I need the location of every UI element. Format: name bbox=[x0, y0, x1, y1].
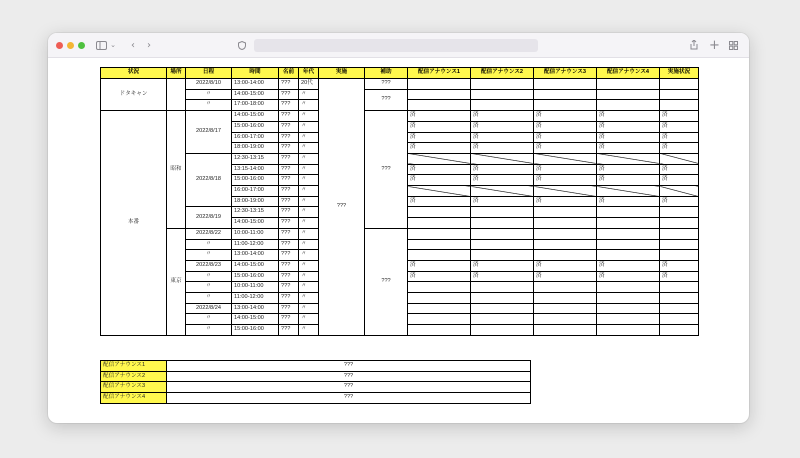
age-cell[interactable]: 〃 bbox=[299, 303, 319, 314]
date-cell[interactable]: 〃 bbox=[186, 250, 232, 261]
slashed-cell[interactable] bbox=[597, 153, 660, 164]
status-result-cell[interactable] bbox=[660, 250, 699, 261]
name-cell[interactable]: ??? bbox=[279, 218, 299, 229]
name-cell[interactable]: ??? bbox=[279, 325, 299, 336]
announce-cell[interactable]: 済 bbox=[471, 175, 534, 186]
chevron-down-icon[interactable]: ⌄ bbox=[110, 41, 116, 49]
place-cell[interactable] bbox=[167, 79, 186, 111]
date-cell[interactable]: 〃 bbox=[186, 314, 232, 325]
announce-cell[interactable] bbox=[471, 89, 534, 100]
announce-cell[interactable]: 済 bbox=[597, 132, 660, 143]
time-cell[interactable]: 16:00-17:00 bbox=[232, 132, 279, 143]
name-cell[interactable]: ??? bbox=[279, 100, 299, 111]
tab-overview-icon[interactable] bbox=[728, 33, 738, 58]
legend-value[interactable]: ??? bbox=[167, 371, 531, 382]
column-header[interactable]: 日程 bbox=[186, 68, 232, 79]
hojo-cell[interactable]: ??? bbox=[365, 228, 408, 335]
shield-icon bbox=[237, 33, 247, 58]
announce-cell[interactable]: 済 bbox=[471, 132, 534, 143]
announce-cell[interactable]: 済 bbox=[597, 196, 660, 207]
legend-label[interactable]: 配信アナウンス3 bbox=[101, 382, 167, 393]
sidebar-icon[interactable] bbox=[94, 33, 108, 58]
date-cell[interactable]: 2022/8/17 bbox=[186, 111, 232, 154]
time-cell[interactable]: 11:00-12:00 bbox=[232, 293, 279, 304]
name-cell[interactable]: ??? bbox=[279, 186, 299, 197]
time-cell[interactable]: 12:30-13:15 bbox=[232, 207, 279, 218]
status-result-cell[interactable] bbox=[660, 325, 699, 336]
announce-cell[interactable] bbox=[597, 282, 660, 293]
slashed-cell[interactable] bbox=[534, 153, 597, 164]
time-cell[interactable]: 14:00-15:00 bbox=[232, 111, 279, 122]
age-cell[interactable]: 〃 bbox=[299, 271, 319, 282]
announce-cell[interactable] bbox=[534, 314, 597, 325]
name-cell[interactable]: ??? bbox=[279, 79, 299, 90]
announce-cell[interactable]: 済 bbox=[408, 132, 471, 143]
announce-cell[interactable] bbox=[597, 79, 660, 90]
hojo-cell[interactable]: ??? bbox=[365, 89, 408, 110]
time-cell[interactable]: 13:00-14:00 bbox=[232, 250, 279, 261]
time-cell[interactable]: 14:00-15:00 bbox=[232, 89, 279, 100]
status-result-cell[interactable]: 済 bbox=[660, 260, 699, 271]
status-result-cell[interactable] bbox=[660, 79, 699, 90]
date-cell[interactable]: 〃 bbox=[186, 239, 232, 250]
announce-cell[interactable] bbox=[534, 282, 597, 293]
age-cell[interactable]: 〃 bbox=[299, 218, 319, 229]
age-cell[interactable]: 〃 bbox=[299, 250, 319, 261]
announce-cell[interactable]: 済 bbox=[471, 111, 534, 122]
announce-cell[interactable] bbox=[408, 218, 471, 229]
date-cell[interactable]: 〃 bbox=[186, 89, 232, 100]
status-result-cell[interactable]: 済 bbox=[660, 271, 699, 282]
column-header[interactable]: 配信アナウンス1 bbox=[408, 68, 471, 79]
status-result-cell[interactable] bbox=[660, 314, 699, 325]
column-header[interactable]: 実施 bbox=[319, 68, 365, 79]
announce-cell[interactable] bbox=[471, 239, 534, 250]
status-result-cell[interactable]: 済 bbox=[660, 175, 699, 186]
date-cell[interactable]: 2022/8/18 bbox=[186, 153, 232, 207]
announce-cell[interactable] bbox=[597, 303, 660, 314]
age-cell[interactable]: 〃 bbox=[299, 186, 319, 197]
announce-cell[interactable] bbox=[471, 293, 534, 304]
announce-cell[interactable] bbox=[471, 218, 534, 229]
time-cell[interactable]: 11:00-12:00 bbox=[232, 239, 279, 250]
name-cell[interactable]: ??? bbox=[279, 260, 299, 271]
status-cell[interactable]: ドタキャン bbox=[101, 79, 167, 111]
announce-cell[interactable]: 済 bbox=[534, 260, 597, 271]
announce-cell[interactable] bbox=[534, 218, 597, 229]
slashed-cell[interactable] bbox=[660, 153, 699, 164]
date-cell[interactable]: 2022/8/24 bbox=[186, 303, 232, 314]
announce-cell[interactable]: 済 bbox=[597, 143, 660, 154]
announce-cell[interactable] bbox=[534, 325, 597, 336]
time-cell[interactable]: 15:00-16:00 bbox=[232, 325, 279, 336]
legend-value[interactable]: ??? bbox=[167, 382, 531, 393]
announce-cell[interactable] bbox=[471, 314, 534, 325]
slashed-cell[interactable] bbox=[597, 186, 660, 197]
minimize-window-button[interactable] bbox=[67, 42, 74, 49]
status-result-cell[interactable] bbox=[660, 282, 699, 293]
time-cell[interactable]: 10:00-11:00 bbox=[232, 282, 279, 293]
announce-cell[interactable] bbox=[534, 239, 597, 250]
time-cell[interactable]: 14:00-15:00 bbox=[232, 314, 279, 325]
announce-cell[interactable] bbox=[471, 79, 534, 90]
age-cell[interactable]: 〃 bbox=[299, 164, 319, 175]
announce-cell[interactable]: 済 bbox=[597, 260, 660, 271]
name-cell[interactable]: ??? bbox=[279, 132, 299, 143]
zoom-window-button[interactable] bbox=[78, 42, 85, 49]
time-cell[interactable]: 17:00-18:00 bbox=[232, 100, 279, 111]
legend-table bbox=[100, 360, 531, 404]
status-result-cell[interactable] bbox=[660, 207, 699, 218]
browser-toolbar bbox=[48, 33, 749, 58]
jisshi-cell[interactable]: ??? bbox=[319, 79, 365, 336]
date-cell[interactable]: 2022/8/23 bbox=[186, 260, 232, 271]
address-bar[interactable] bbox=[254, 39, 538, 52]
announce-cell[interactable]: 済 bbox=[408, 111, 471, 122]
age-cell[interactable]: 〃 bbox=[299, 260, 319, 271]
announce-cell[interactable]: 済 bbox=[408, 164, 471, 175]
announce-cell[interactable]: 済 bbox=[597, 164, 660, 175]
place-cell[interactable]: 東京 bbox=[167, 228, 186, 335]
name-cell[interactable]: ??? bbox=[279, 303, 299, 314]
announce-cell[interactable] bbox=[534, 207, 597, 218]
date-cell[interactable]: 〃 bbox=[186, 100, 232, 111]
announce-cell[interactable]: 済 bbox=[597, 121, 660, 132]
name-cell[interactable]: ??? bbox=[279, 164, 299, 175]
announce-cell[interactable] bbox=[408, 282, 471, 293]
announce-cell[interactable]: 済 bbox=[471, 143, 534, 154]
announce-cell[interactable] bbox=[408, 314, 471, 325]
age-cell[interactable]: 〃 bbox=[299, 293, 319, 304]
age-cell[interactable]: 〃 bbox=[299, 100, 319, 111]
age-cell[interactable]: 〃 bbox=[299, 153, 319, 164]
status-result-cell[interactable]: 済 bbox=[660, 143, 699, 154]
announce-cell[interactable] bbox=[534, 228, 597, 239]
announce-cell[interactable]: 済 bbox=[471, 121, 534, 132]
slashed-cell[interactable] bbox=[408, 153, 471, 164]
announce-cell[interactable]: 済 bbox=[534, 196, 597, 207]
age-cell[interactable]: 〃 bbox=[299, 196, 319, 207]
announce-cell[interactable] bbox=[534, 303, 597, 314]
date-cell[interactable]: 2022/8/19 bbox=[186, 207, 232, 228]
status-result-cell[interactable]: 済 bbox=[660, 132, 699, 143]
name-cell[interactable]: ??? bbox=[279, 196, 299, 207]
announce-cell[interactable] bbox=[597, 325, 660, 336]
age-cell[interactable]: 〃 bbox=[299, 175, 319, 186]
announce-cell[interactable] bbox=[408, 250, 471, 261]
age-cell[interactable]: 〃 bbox=[299, 282, 319, 293]
announce-cell[interactable]: 済 bbox=[408, 121, 471, 132]
slashed-cell[interactable] bbox=[534, 186, 597, 197]
announce-cell[interactable] bbox=[534, 250, 597, 261]
announce-cell[interactable] bbox=[408, 79, 471, 90]
name-cell[interactable]: ??? bbox=[279, 111, 299, 122]
announce-cell[interactable] bbox=[597, 314, 660, 325]
announce-cell[interactable] bbox=[471, 325, 534, 336]
announce-cell[interactable] bbox=[408, 303, 471, 314]
name-cell[interactable]: ??? bbox=[279, 271, 299, 282]
announce-cell[interactable]: 済 bbox=[471, 164, 534, 175]
announce-cell[interactable]: 済 bbox=[471, 260, 534, 271]
age-cell[interactable]: 〃 bbox=[299, 111, 319, 122]
time-cell[interactable]: 18:00-19:00 bbox=[232, 143, 279, 154]
name-cell[interactable]: ??? bbox=[279, 228, 299, 239]
announce-cell[interactable]: 済 bbox=[597, 111, 660, 122]
legend-value[interactable]: ??? bbox=[167, 393, 531, 404]
schedule-table bbox=[100, 67, 699, 336]
name-cell[interactable]: ??? bbox=[279, 293, 299, 304]
time-cell[interactable]: 13:15-14:00 bbox=[232, 164, 279, 175]
name-cell[interactable]: ??? bbox=[279, 239, 299, 250]
announce-cell[interactable] bbox=[408, 325, 471, 336]
column-header[interactable]: 補助 bbox=[365, 68, 408, 79]
age-cell[interactable]: 20代 bbox=[299, 79, 319, 90]
announce-cell[interactable] bbox=[471, 207, 534, 218]
name-cell[interactable]: ??? bbox=[279, 282, 299, 293]
column-header[interactable]: 配信アナウンス2 bbox=[471, 68, 534, 79]
date-cell[interactable]: 2022/8/22 bbox=[186, 228, 232, 239]
column-header[interactable]: 時間 bbox=[232, 68, 279, 79]
close-window-button[interactable] bbox=[56, 42, 63, 49]
slashed-cell[interactable] bbox=[408, 186, 471, 197]
announce-cell[interactable] bbox=[597, 239, 660, 250]
announce-cell[interactable] bbox=[597, 228, 660, 239]
time-cell[interactable]: 18:00-19:00 bbox=[232, 196, 279, 207]
time-cell[interactable]: 12:30-13:15 bbox=[232, 153, 279, 164]
name-cell[interactable]: ??? bbox=[279, 314, 299, 325]
time-cell[interactable]: 16:00-17:00 bbox=[232, 186, 279, 197]
column-header[interactable]: 名前 bbox=[279, 68, 299, 79]
time-cell[interactable]: 13:00-14:00 bbox=[232, 79, 279, 90]
status-result-cell[interactable] bbox=[660, 239, 699, 250]
status-result-cell[interactable] bbox=[660, 228, 699, 239]
name-cell[interactable]: ??? bbox=[279, 250, 299, 261]
time-cell[interactable]: 10:00-11:00 bbox=[232, 228, 279, 239]
announce-cell[interactable] bbox=[597, 89, 660, 100]
status-result-cell[interactable] bbox=[660, 293, 699, 304]
announce-cell[interactable]: 済 bbox=[534, 132, 597, 143]
announce-cell[interactable] bbox=[408, 207, 471, 218]
announce-cell[interactable] bbox=[597, 218, 660, 229]
legend-label[interactable]: 配信アナウンス1 bbox=[101, 361, 167, 372]
name-cell[interactable]: ??? bbox=[279, 143, 299, 154]
date-cell[interactable]: 〃 bbox=[186, 325, 232, 336]
announce-cell[interactable] bbox=[534, 89, 597, 100]
age-cell[interactable]: 〃 bbox=[299, 89, 319, 100]
announce-cell[interactable]: 済 bbox=[534, 175, 597, 186]
announce-cell[interactable]: 済 bbox=[408, 271, 471, 282]
age-cell[interactable]: 〃 bbox=[299, 239, 319, 250]
age-cell[interactable]: 〃 bbox=[299, 314, 319, 325]
place-cell[interactable]: 昭和 bbox=[167, 111, 186, 229]
name-cell[interactable]: ??? bbox=[279, 121, 299, 132]
status-result-cell[interactable] bbox=[660, 100, 699, 111]
announce-cell[interactable]: 済 bbox=[534, 164, 597, 175]
time-cell[interactable]: 15:00-16:00 bbox=[232, 121, 279, 132]
status-result-cell[interactable] bbox=[660, 89, 699, 100]
announce-cell[interactable] bbox=[471, 282, 534, 293]
announce-cell[interactable]: 済 bbox=[597, 271, 660, 282]
hojo-cell[interactable]: ??? bbox=[365, 111, 408, 229]
time-cell[interactable]: 14:00-15:00 bbox=[232, 218, 279, 229]
announce-cell[interactable] bbox=[471, 228, 534, 239]
name-cell[interactable]: ??? bbox=[279, 175, 299, 186]
age-cell[interactable]: 〃 bbox=[299, 325, 319, 336]
new-tab-icon[interactable]: + bbox=[709, 38, 720, 53]
legend-value[interactable]: ??? bbox=[167, 361, 531, 372]
spreadsheet bbox=[100, 67, 745, 423]
announce-cell[interactable] bbox=[408, 100, 471, 111]
announce-cell[interactable] bbox=[408, 228, 471, 239]
announce-cell[interactable]: 済 bbox=[408, 260, 471, 271]
name-cell[interactable]: ??? bbox=[279, 153, 299, 164]
back-arrow-icon[interactable]: ‹ bbox=[131, 40, 135, 51]
column-header[interactable]: 年代 bbox=[299, 68, 319, 79]
announce-cell[interactable]: 済 bbox=[534, 121, 597, 132]
time-cell[interactable]: 15:00-16:00 bbox=[232, 175, 279, 186]
share-icon[interactable] bbox=[689, 33, 699, 58]
status-result-cell[interactable]: 済 bbox=[660, 164, 699, 175]
name-cell[interactable]: ??? bbox=[279, 207, 299, 218]
column-header[interactable]: 配信アナウンス3 bbox=[534, 68, 597, 79]
slashed-cell[interactable] bbox=[471, 186, 534, 197]
announce-cell[interactable] bbox=[597, 207, 660, 218]
time-cell[interactable]: 14:00-15:00 bbox=[232, 260, 279, 271]
time-cell[interactable]: 15:00-16:00 bbox=[232, 271, 279, 282]
status-result-cell[interactable]: 済 bbox=[660, 121, 699, 132]
announce-cell[interactable] bbox=[597, 100, 660, 111]
announce-cell[interactable]: 済 bbox=[534, 111, 597, 122]
announce-cell[interactable]: 済 bbox=[534, 271, 597, 282]
column-header[interactable]: 実施状況 bbox=[660, 68, 699, 79]
announce-cell[interactable] bbox=[408, 239, 471, 250]
legend-label[interactable]: 配信アナウンス2 bbox=[101, 371, 167, 382]
announce-cell[interactable]: 済 bbox=[597, 175, 660, 186]
age-cell[interactable]: 〃 bbox=[299, 121, 319, 132]
announce-cell[interactable] bbox=[534, 100, 597, 111]
date-cell[interactable]: 〃 bbox=[186, 271, 232, 282]
column-header[interactable]: 配信アナウンス4 bbox=[597, 68, 660, 79]
announce-cell[interactable] bbox=[471, 303, 534, 314]
date-cell[interactable]: 2022/8/10 bbox=[186, 79, 232, 90]
legend-label[interactable]: 配信アナウンス4 bbox=[101, 393, 167, 404]
age-cell[interactable]: 〃 bbox=[299, 132, 319, 143]
name-cell[interactable]: ??? bbox=[279, 89, 299, 100]
forward-arrow-icon[interactable]: › bbox=[147, 40, 151, 51]
age-cell[interactable]: 〃 bbox=[299, 228, 319, 239]
announce-cell[interactable] bbox=[408, 89, 471, 100]
announce-cell[interactable] bbox=[471, 250, 534, 261]
announce-cell[interactable] bbox=[597, 293, 660, 304]
date-cell[interactable]: 〃 bbox=[186, 293, 232, 304]
announce-cell[interactable]: 済 bbox=[471, 196, 534, 207]
status-result-cell[interactable] bbox=[660, 218, 699, 229]
status-result-cell[interactable]: 済 bbox=[660, 111, 699, 122]
age-cell[interactable]: 〃 bbox=[299, 207, 319, 218]
browser-window bbox=[48, 33, 749, 423]
announce-cell[interactable] bbox=[471, 100, 534, 111]
column-header[interactable]: 状況 bbox=[101, 68, 167, 79]
announce-cell[interactable] bbox=[534, 79, 597, 90]
status-cell[interactable]: 本番 bbox=[101, 111, 167, 336]
slashed-cell[interactable] bbox=[660, 186, 699, 197]
announce-cell[interactable]: 済 bbox=[408, 143, 471, 154]
announce-cell[interactable] bbox=[597, 250, 660, 261]
hojo-cell[interactable]: ??? bbox=[365, 79, 408, 90]
announce-cell[interactable]: 済 bbox=[534, 143, 597, 154]
date-cell[interactable]: 〃 bbox=[186, 282, 232, 293]
column-header[interactable]: 場所 bbox=[167, 68, 186, 79]
announce-cell[interactable]: 済 bbox=[408, 196, 471, 207]
status-result-cell[interactable] bbox=[660, 303, 699, 314]
time-cell[interactable]: 13:00-14:00 bbox=[232, 303, 279, 314]
announce-cell[interactable] bbox=[534, 293, 597, 304]
announce-cell[interactable]: 済 bbox=[471, 271, 534, 282]
announce-cell[interactable] bbox=[408, 293, 471, 304]
status-result-cell[interactable]: 済 bbox=[660, 196, 699, 207]
slashed-cell[interactable] bbox=[471, 153, 534, 164]
announce-cell[interactable]: 済 bbox=[408, 175, 471, 186]
age-cell[interactable]: 〃 bbox=[299, 143, 319, 154]
